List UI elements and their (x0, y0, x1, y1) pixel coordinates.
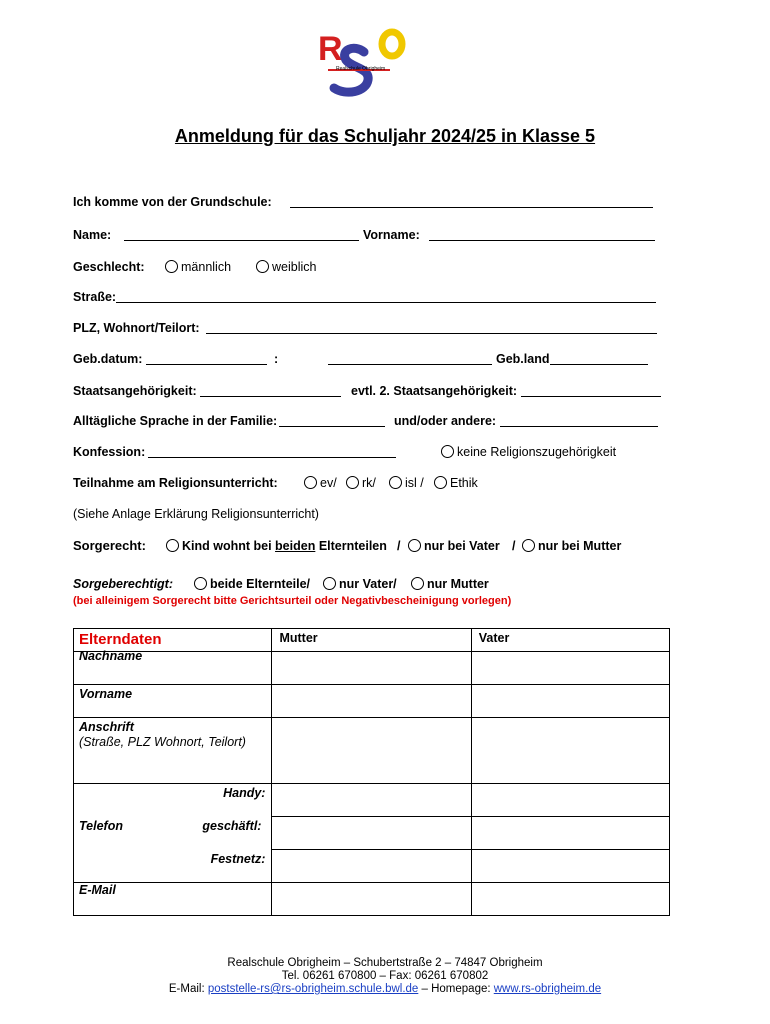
radio-ev[interactable]: ev/ (304, 476, 337, 490)
radio-circle-icon (194, 577, 207, 590)
staat2-line[interactable] (521, 396, 661, 397)
radio-circle-icon (522, 539, 535, 552)
col-vater: Vater (471, 629, 669, 652)
label-teilnahme: Teilnahme am Religionsunterricht: (73, 476, 278, 490)
staat-line[interactable] (200, 396, 341, 397)
radio-circle-icon (346, 476, 359, 489)
sprache-line[interactable] (279, 426, 385, 427)
gebdatum-line[interactable] (146, 364, 267, 365)
radio-circle-icon (389, 476, 402, 489)
radio-maennlich[interactable]: männlich (165, 260, 231, 274)
email-vater-cell[interactable] (471, 883, 669, 916)
row-vorname-label: Vorname (74, 685, 272, 718)
festnetz-mutter-cell[interactable] (272, 850, 471, 883)
radio-circle-icon (165, 260, 178, 273)
vorname-mutter-cell[interactable] (272, 685, 471, 718)
footer-contact: E-Mail: poststelle-rs@rs-obrigheim.schule.bwl.de – Homepage: www.rs-obrigheim.de (168, 983, 602, 995)
andere-line[interactable] (500, 426, 658, 427)
konfession-line[interactable] (148, 457, 396, 458)
elterndaten-table (73, 628, 670, 916)
vorname-vater-cell[interactable] (471, 685, 669, 718)
plz-line[interactable] (206, 333, 657, 334)
label-staat2: evtl. 2. Staatsangehörigkeit: (351, 384, 518, 398)
school-logo-graphic (316, 26, 408, 98)
nachname-mutter-cell[interactable] (272, 652, 471, 685)
radio-nur-vater-sb[interactable]: nur Vater/ (323, 577, 397, 591)
geschaeftl-vater-cell[interactable] (471, 817, 669, 850)
label-sorgeberechtigt: Sorgeberechtigt: (73, 577, 174, 591)
radio-rk[interactable]: rk/ (346, 476, 376, 490)
label-staat: Staatsangehörigkeit: (73, 384, 197, 398)
row-nachname-label: Nachname (74, 652, 272, 685)
footer-address: Realschule Obrigheim – Schubertstraße 2 – 74847 Obrigheim (227, 957, 543, 969)
radio-circle-icon (256, 260, 269, 273)
radio-nur-mutter[interactable]: nur bei Mutter (522, 539, 621, 553)
label-gebland: Geb.land (496, 352, 550, 366)
label-vorname: Vorname: (363, 228, 420, 242)
school-logo (316, 26, 408, 98)
col-mutter: Mutter (272, 629, 471, 652)
row-email-label: E-Mail (74, 883, 272, 916)
radio-ethik[interactable]: Ethik (434, 476, 478, 490)
handy-mutter-cell[interactable] (272, 784, 471, 817)
radio-beide[interactable]: beide Elternteile/ (194, 577, 310, 591)
homepage-link[interactable]: www.rs-obrigheim.de (493, 983, 602, 995)
radio-circle-icon (323, 577, 336, 590)
svg-text:R: R (318, 30, 343, 68)
email-link[interactable]: poststelle-rs@rs-obrigheim.schule.bwl.de (207, 983, 419, 995)
name-line[interactable] (124, 240, 359, 241)
radio-circle-icon (408, 539, 421, 552)
label-strasse: Straße: (73, 290, 117, 304)
label-plz: PLZ, Wohnort/Teilort: (73, 321, 200, 335)
radio-circle-icon (411, 577, 424, 590)
note-anlage: (Siehe Anlage Erklärung Religionsunterricht) (73, 507, 319, 521)
label-geschlecht: Geschlecht: (73, 260, 145, 274)
radio-kind-beiden[interactable]: Kind wohnt bei beiden Elternteilen (166, 539, 387, 553)
radio-nur-mutter-sb[interactable]: nur Mutter (411, 577, 489, 591)
anschrift-mutter-cell[interactable] (272, 718, 471, 784)
vorname-line[interactable] (429, 240, 655, 241)
table-heading: Elterndaten (79, 631, 162, 648)
radio-nur-vater[interactable]: nur bei Vater (408, 539, 500, 553)
radio-weiblich[interactable]: weiblich (256, 260, 316, 274)
grundschule-line[interactable] (290, 207, 653, 208)
radio-circle-icon (166, 539, 179, 552)
strasse-line[interactable] (116, 302, 656, 303)
festnetz-vater-cell[interactable] (471, 850, 669, 883)
logo-text: Realschule Obrigheim (336, 66, 386, 72)
label-sorgerecht: Sorgerecht: (73, 538, 146, 553)
geschaeftl-mutter-cell[interactable] (272, 817, 471, 850)
radio-keine-religion[interactable]: keine Religionszugehörigkeit (441, 445, 616, 459)
row-telefon-label: Handy: Telefon geschäftl: Festnetz: (74, 784, 272, 883)
note-hinweis: (bei alleinigem Sorgerecht bitte Gerichtsurteil oder Negativbescheinigung vorlegen) (73, 595, 512, 607)
gebland-line[interactable] (550, 364, 648, 365)
page-title: Anmeldung für das Schuljahr 2024/25 in Klasse 5 (174, 126, 596, 146)
separator-slash: / (512, 539, 516, 553)
label-andere: und/oder andere: (394, 414, 497, 428)
label-geb-ort: : (274, 352, 279, 366)
row-anschrift-label: Anschrift (Straße, PLZ Wohnort, Teilort) (74, 718, 272, 784)
footer-phone: Tel. 06261 670800 – Fax: 06261 670802 (281, 970, 489, 982)
label-konfession: Konfession: (73, 445, 146, 459)
separator-slash: / (397, 539, 401, 553)
label-sprache: Alltägliche Sprache in der Familie: (73, 414, 278, 428)
label-grundschule: Ich komme von der Grundschule: (73, 195, 272, 209)
handy-vater-cell[interactable] (471, 784, 669, 817)
label-name: Name: (73, 228, 112, 242)
email-mutter-cell[interactable] (272, 883, 471, 916)
gebort-line[interactable] (328, 364, 492, 365)
label-gebdatum: Geb.datum: (73, 352, 143, 366)
anschrift-vater-cell[interactable] (471, 718, 669, 784)
radio-circle-icon (304, 476, 317, 489)
radio-isl[interactable]: isl / (389, 476, 424, 490)
radio-circle-icon (434, 476, 447, 489)
radio-circle-icon (441, 445, 454, 458)
nachname-vater-cell[interactable] (471, 652, 669, 685)
